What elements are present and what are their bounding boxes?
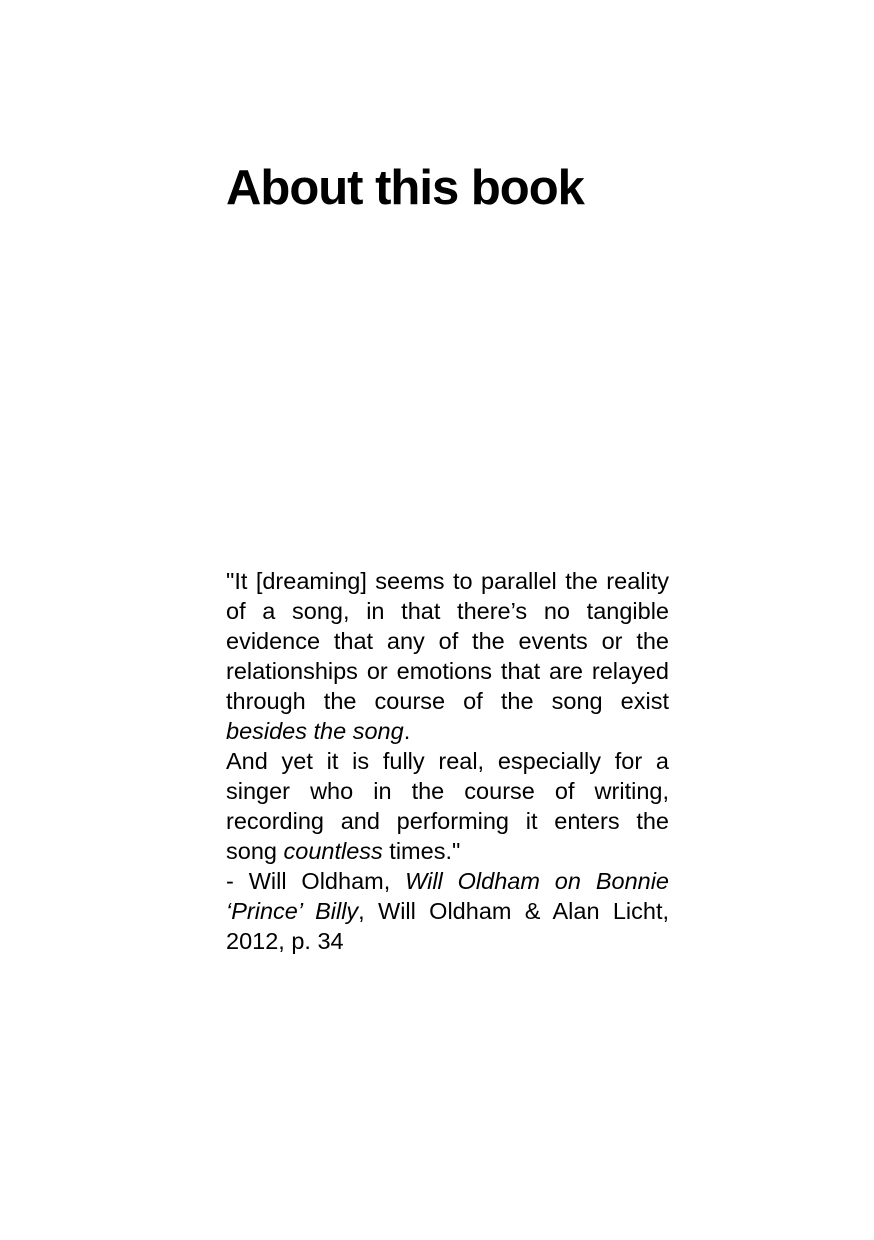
quote-citation <box>226 866 669 956</box>
quote-emphasis: countless <box>283 838 383 864</box>
epigraph-quote <box>226 566 669 956</box>
quote-punctuation: . <box>403 718 411 744</box>
quote-text: "It [dreaming] seems to parallel the reality of a song, in that there’s no tangible evidence that any of the events or the relationships or emotions that are relayed through the course of the song exist <box>226 568 669 714</box>
quote-punctuation: times." <box>382 838 461 864</box>
citation-details: , Will Oldham & Alan Licht, 2012, p. 34 <box>226 898 669 954</box>
page-title: About this book <box>226 161 584 215</box>
quote-paragraph-1 <box>226 566 669 746</box>
quote-paragraph-2 <box>226 746 669 866</box>
citation-book-title: Will Oldham on Bonnie ‘Prince’ Billy <box>226 868 669 924</box>
quote-emphasis: besides the song <box>226 718 404 744</box>
citation-author: - Will Oldham, <box>226 868 406 894</box>
quote-text: And yet it is fully real, especially for a singer who in the course of writing, recording and performing it enters the song <box>226 748 669 864</box>
